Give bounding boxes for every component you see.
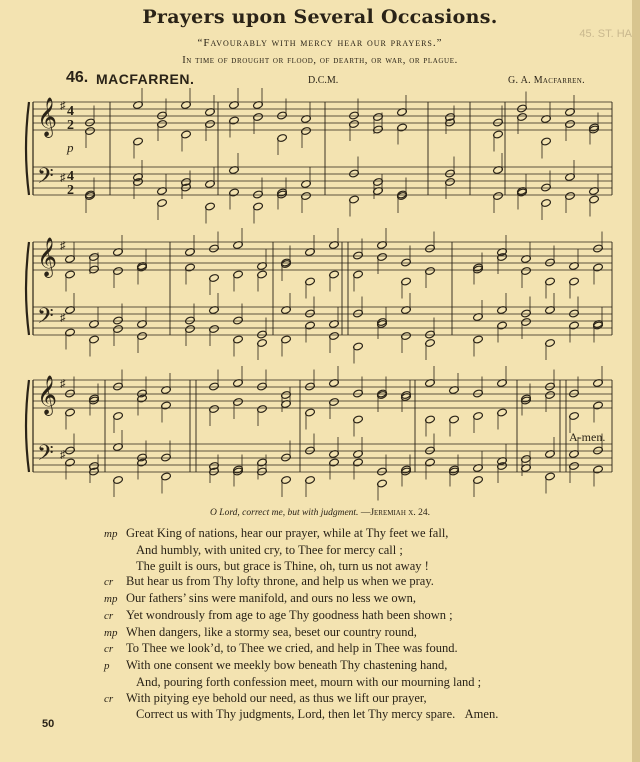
dynamic-mark: cr bbox=[104, 643, 114, 656]
verse-line: mp When dangers, like a stormy sea, beset our country round, bbox=[104, 625, 624, 642]
verse-line: cr To Thee we look’d, to Thee we cried, and help in Thee was found. bbox=[104, 641, 624, 658]
verse-line: p With one consent we meekly bow beneath Thy chastening hand, bbox=[104, 658, 624, 675]
dynamic-mark: cr bbox=[104, 692, 114, 705]
brace bbox=[26, 242, 29, 335]
tune-name: MACFARREN. bbox=[96, 71, 195, 87]
verse-line: cr Yet wondrously from age to age Thy goodness hath been shown ; bbox=[104, 608, 624, 625]
dynamic-mark-piano: p bbox=[67, 140, 74, 155]
scripture-reference bbox=[0, 508, 640, 518]
time-signature-bottom: 2 bbox=[67, 183, 74, 198]
verse-line: cr With pitying eye behold our need, as thus we lift our prayer, bbox=[104, 691, 624, 708]
key-signature: ♯ bbox=[60, 378, 66, 390]
treble-clef: 𝄞 bbox=[37, 237, 58, 277]
treble-clef: 𝄞 bbox=[37, 375, 58, 415]
brace bbox=[26, 380, 29, 472]
bass-clef: 𝄢 bbox=[37, 304, 54, 334]
key-signature: ♯ bbox=[60, 312, 66, 324]
time-signature-top: 4 bbox=[67, 169, 74, 184]
dynamic-mark: mp bbox=[104, 528, 118, 540]
key-signature: ♯ bbox=[60, 100, 66, 112]
verse-amen: Amen. bbox=[464, 707, 499, 722]
dynamic-mark: cr bbox=[104, 609, 114, 622]
verse-2 bbox=[104, 591, 624, 658]
verse-line: And, pouring forth confession meet, mourn with our mourning land ; bbox=[136, 674, 482, 689]
verse-line: mp Our fathers’ sins were manifold, and ours no less we own, bbox=[104, 591, 624, 608]
page-title: Prayers upon Several Occasions. bbox=[142, 6, 498, 28]
tune-number: 46. bbox=[66, 69, 89, 86]
bass-clef: 𝄢 bbox=[37, 164, 54, 194]
verse-line: cr But hear us from Thy lofty throne, and help us when we pray. bbox=[104, 574, 624, 591]
verse-line: Correct us with Thy judgments, Lord, then let Thy mercy spare. Amen. bbox=[136, 707, 499, 722]
dynamic-mark: mp bbox=[104, 626, 118, 639]
bleed-through-text: 45. ST. HA bbox=[579, 28, 632, 40]
verse-line: mp Great King of nations, hear our prayer, while at Thy feet we fall, bbox=[104, 526, 624, 543]
amen-label: A-men. bbox=[569, 430, 606, 444]
verse-3 bbox=[104, 658, 624, 723]
scripture-quote: O Lord, correct me, but with judgment. bbox=[210, 508, 359, 518]
scripture-citation: —Jeremiah x. 24. bbox=[360, 508, 430, 518]
tune-meter: D.C.M. bbox=[308, 75, 339, 86]
dynamic-mark: p bbox=[104, 660, 110, 672]
verse-line: The guilt is ours, but grace is Thine, oh, turn us not away ! bbox=[136, 558, 429, 573]
page-number: 50 bbox=[42, 718, 55, 730]
key-signature: ♯ bbox=[60, 240, 66, 252]
key-signature: ♯ bbox=[60, 449, 66, 461]
time-signature-bottom: 2 bbox=[67, 118, 74, 133]
dynamic-mark: mp bbox=[104, 593, 118, 605]
verse-1 bbox=[104, 526, 624, 591]
treble-clef: 𝄞 bbox=[37, 97, 58, 137]
dynamic-mark: cr bbox=[104, 576, 114, 589]
score-systems bbox=[26, 88, 612, 501]
verse-line: And humbly, with united cry, to Thee for mercy call ; bbox=[136, 542, 403, 557]
brace bbox=[26, 102, 29, 195]
occasion-line: In time of drought or flood, of dearth, or war, or plague. bbox=[182, 55, 458, 66]
time-signature-top: 4 bbox=[67, 104, 74, 119]
tune-composer: G. A. Macfarren. bbox=[508, 75, 585, 86]
epigraph: “Favourably with mercy hear our prayers.” bbox=[197, 37, 443, 49]
bass-clef: 𝄢 bbox=[37, 441, 54, 471]
key-signature: ♯ bbox=[60, 172, 66, 184]
